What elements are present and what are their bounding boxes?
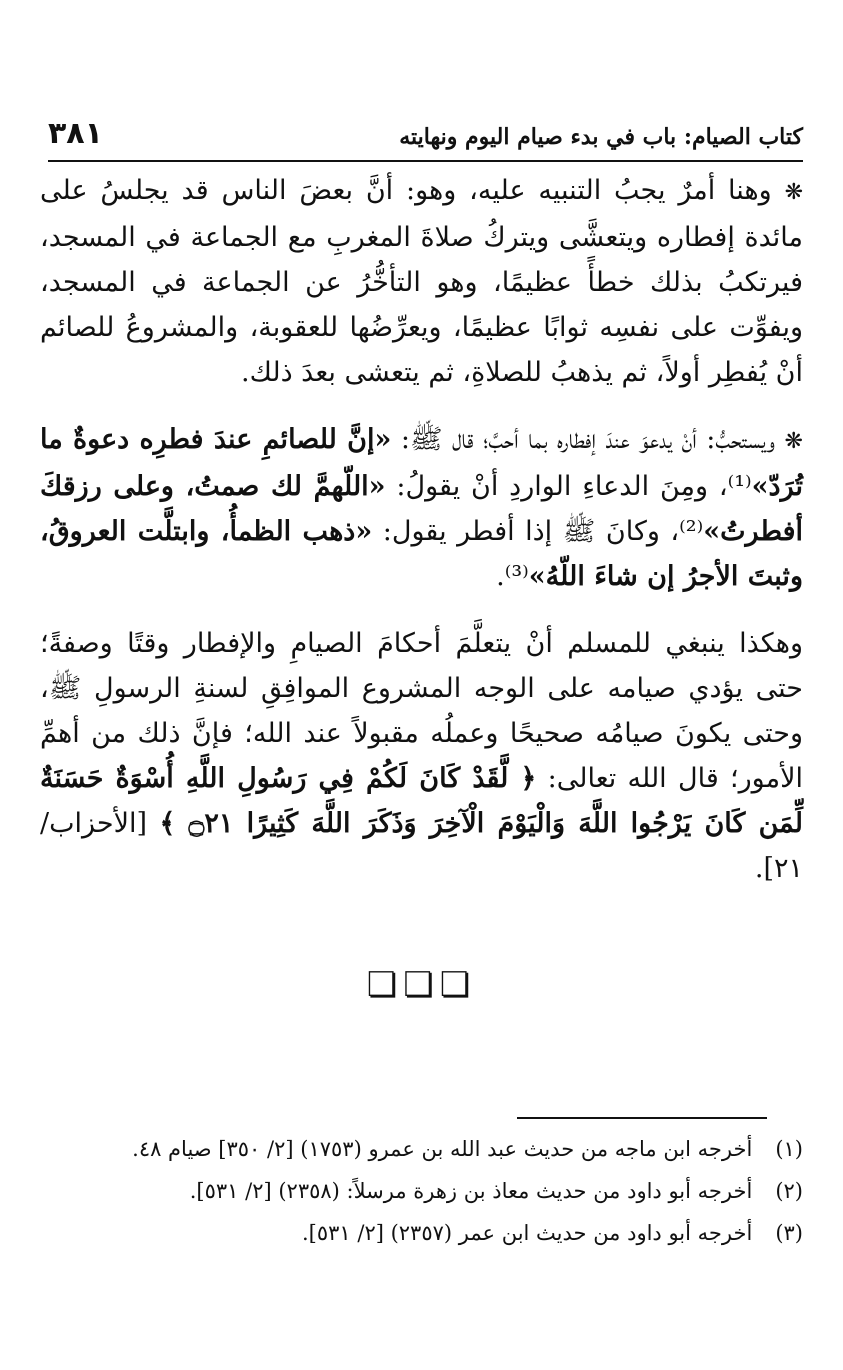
page-header (48, 110, 803, 162)
footnote-text: أخرجه أبو داود من حديث معاذ بن زهرة مرسلاً: (٢٣٥٨) [٢/ ٥٣١]. (189, 1179, 753, 1203)
hadith-quote-3: «ذهب الظمأُ، وابتلَّت العروقُ، وثبتَ الأجرُ إن شاءَ اللّهُ» (40, 516, 803, 592)
paragraph-2-mid-2: ، وكانَ ﷺ إذا أفطر يقول: (372, 516, 680, 547)
running-title: كتاب الصيام: باب في بدء صيام اليوم ونهايته (399, 124, 803, 150)
paragraph-3-text: وهكذا ينبغي للمسلم أنْ يتعلَّمَ أحكامَ الصيامِ والإفطار وقتًا وصفةً؛ حتى يؤدي صيامه على الوجه المشروع الموافِقِ لسنةِ الرسولِ ﷺ، وحتى يكونَ صيامُه صحيحًا وعملُه مقبولاً عند الله؛ فإنَّ ذلك من أهمِّ الأمور؛ قال الله تعالى: (40, 628, 803, 794)
footnote-item (60, 1170, 803, 1212)
footnote-number: (١) (775, 1137, 803, 1161)
quran-verse: ﴿ لَّقَدْ كَانَ لَكُمْ فِي رَسُولِ اللَّهِ أُسْوَةٌ حَسَنَةٌ لِّمَن كَانَ يَرْجُوا اللَّهَ وَالْيَوْمَ الْآخِرَ وَذَكَرَ اللَّهَ كَثِيرًا ۝٢١ ﴾ (40, 763, 803, 839)
footnote-item (60, 1212, 803, 1254)
footnote-text: أخرجه أبو داود من حديث ابن عمر (٢٣٥٧) [٢/ ٥٣١]. (301, 1221, 753, 1245)
main-text (40, 168, 803, 891)
paragraph-1 (40, 168, 803, 395)
footnote-ref-1[interactable]: ⁽¹⁾ (727, 471, 752, 502)
verse-reference: [الأحزاب/ ٢١]. (40, 808, 803, 884)
footnote-number: (٣) (775, 1221, 803, 1245)
paragraph-1-text: وهنا أمرٌ يجبُ التنبيه عليه، وهو: أنَّ بعضَ الناس قد يجلسُ على مائدة إفطاره ويتعشَّى ويتركُ صلاةَ المغربِ مع الجماعة في المسجد، فيرتكبُ بذلك خطأً عظيمًا، وهو التأخُّرُ عن الجماعة في المسجد، ويفوِّت على نفسِه ثوابًا عظيمًا، ويعرِّضُها للعقوبة، والمشروعُ للصائم أنْ يُفطِر أولاً، ثم يذهبُ للصلاةِ، ثم يتعشى بعدَ ذلك. (40, 175, 803, 388)
hadith-quote-2: «اللّهمَّ لك صمتُ، وعلى رزقكَ أفطرتُ» (40, 471, 803, 547)
footnote-ref-2[interactable]: ⁽²⁾ (679, 516, 704, 547)
paragraph-3 (40, 621, 803, 891)
footnote-divider (517, 1117, 767, 1119)
footnote-number: (٢) (775, 1179, 803, 1203)
footnote-text: أخرجه ابن ماجه من حديث عبد الله بن عمرو (١٧٥٣) [٢/ ٣٥٠] صيام ٤٨. (132, 1137, 753, 1161)
paragraph-2-mid-1: ، ومِنَ الدعاءِ الواردِ أنْ يقولُ: (385, 471, 728, 502)
footnote-ref-3[interactable]: ⁽³⁾ (504, 561, 529, 592)
section-separator-icon: ❏❏❏ (366, 965, 477, 1005)
footnotes (60, 1128, 803, 1254)
paragraph-2 (40, 417, 803, 599)
page-number: ٣٨١ (48, 116, 103, 151)
star-marker-icon: ❋ (784, 180, 803, 205)
star-marker-icon: ❋ (784, 429, 803, 454)
paragraph-2-end: . (496, 561, 505, 592)
hadith-quote-1: «إنَّ للصائمِ عندَ فطرِه دعوةٌ ما تُرَدّ» (40, 424, 803, 502)
footnote-item (60, 1128, 803, 1170)
paragraph-2-lead: ويستحبُّ: أنْ يدعوَ عندَ إفطاره بما أحبَّ؛ قال ﷺ: (391, 424, 776, 455)
